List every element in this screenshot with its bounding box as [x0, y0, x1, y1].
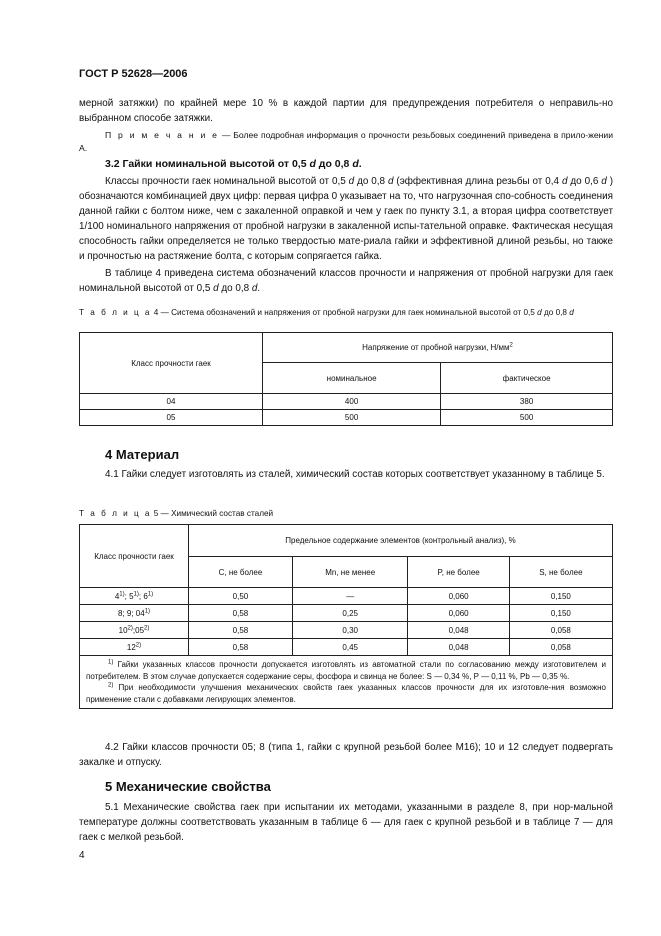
table-5-caption: Т а б л и ц а 5 — Химический состав сталей	[79, 509, 274, 518]
table-row: 8; 9; 04$^{1)}$ 0,58 0,25 0,060 0,150	[80, 605, 613, 622]
paragraph-intro: мерной затяжки) по крайней мере 10 % в каждой партии для предупреждения потребителя о неправиль-но выбранном способе затяжки.	[79, 98, 613, 124]
paragraph-3-2-1: Классы прочности гаек номинальной высотой от 0,5 d до 0,8 d (эффективная длина резьбы от 0,4 d до 0,6 d ) обозначаются комбинацией двух цифр: первая цифра 0 указывает на то, что нагрузочная спо-собность соединения данной гайки с болтом ниже, чем с закаленной оправкой и чем у гаек по пункту 3.1, а вторая цифра соответствует 1/100 номинального напряжения от пробной нагрузки в закаленной испы-тательной оправке. Фактическая несущая способность гайки определяется не только твердостью мате-риала гайки и эффективной длиной резьбы, но также и прочностью на растяжение болта, с которым сопрягается гайка.	[79, 176, 613, 262]
table-5-header-limit: Предельное содержание элементов (контрольный анализ), %	[189, 525, 613, 557]
table-4-header-class: Класс прочности гаек	[80, 333, 263, 394]
table-4-header-actual: фактическое	[441, 363, 613, 394]
note	[79, 129, 613, 155]
footnote-2: $^{2)}$ При необходимости улучшения механических свойств гаек указанных классов прочности для их изготовле-ния возможно применение стали с добавками легирующих элементов.	[86, 682, 606, 704]
table-4-header-stress: Напряжение от пробной нагрузки, $Н/мм^2$	[263, 333, 613, 363]
paragraph-5-1: 5.1 Механические свойства гаек при испытании их методами, указанными в разделе 8, при нор-мальной температуре должны соответствовать указанным в таблице 6 — для гаек с крупной резьбой и в таблице 7 — для гаек с мелкой резьбой.	[79, 802, 613, 843]
table-5-footnotes	[80, 656, 613, 709]
table-5: Класс прочности гаек Предельное содержание элементов (контрольный анализ), % С, не более Mn, не менее P, не более S, не более 4$^{1)}$; 5$^{1)}$; 6$^{1)}$ 0,50 — 0,060 0,150 8; 9; 04$^{1)}$ 0,58 0,25 0,060 0,150 10$^{2)}$;05$^{2)}$ 0,58 0,30 0,048 0,058 12$^{2)}$ 0,58 0,45 0,048 0,058 $^{1)}$ Гайки указанных классов прочности допускается изготовлять из автоматной стали по согласованию между изготовителем и потребителем. В этом случае допускается содержание серы, фосфора и свинца не более: S — 0,34 %, P — 0,11 %, Pb — 0,35 %. $^{2)}$ При необходимости улучшения механических свойств гаек указанных классов прочности для их изготовле-ния возможно применение стали с добавками легирующих элементов.	[79, 524, 613, 709]
footnote-1: $^{1)}$ Гайки указанных классов прочности допускается изготовлять из автоматной стали по согласованию между изготовителем и потребителем. В этом случае допускается содержание серы, фосфора и свинца не более: S — 0,34 %, P — 0,11 %, Pb — 0,35 %.	[86, 659, 606, 681]
paragraph-3-2-2: В таблице 4 приведена система обозначений классов прочности и напряжения от пробной нагрузки для гаек номинальной высотой от 0,5 d до 0,8 d.	[79, 268, 613, 294]
paragraph-4-1: 4.1 Гайки следует изготовлять из сталей, химический состав которых соответствует указанному в таблице 5.	[105, 469, 605, 480]
note-text: — Более подробная информация о прочности резьбовых соединений приведена в прило-жении А.	[79, 130, 613, 153]
note-label: П р и м е ч а н и е	[105, 130, 219, 140]
table-row: 12$^{2)}$ 0,58 0,45 0,048 0,058	[80, 639, 613, 656]
section-4-title: 4 Материал	[105, 447, 180, 462]
page-number: 4	[79, 850, 85, 861]
table-4	[79, 332, 613, 426]
table-row: 05 500 500	[80, 410, 613, 426]
table-5-header-class: Класс прочности гаек	[80, 525, 189, 588]
table-4-caption: Т а б л и ц а 4 — Система обозначений и напряжения от пробной нагрузки для гаек номинальной высотой от 0,5 d до 0,8 d	[79, 308, 574, 317]
table-row: 04 400 380	[80, 394, 613, 410]
table-row: 10$^{2)}$;05$^{2)}$ 0,58 0,30 0,048 0,058	[80, 622, 613, 639]
section-5-title: 5 Механические свойства	[105, 779, 271, 794]
paragraph-4-2: 4.2 Гайки классов прочности 05; 8 (типа 1, гайки с крупной резьбой более М16); 10 и 12 следует подвергать закалке и отпуску.	[79, 742, 613, 768]
section-3-2-title: 3.2 Гайки номинальной высотой от 0,5 d до 0,8 d.	[105, 158, 362, 170]
table-row: 4$^{1)}$; 5$^{1)}$; 6$^{1)}$ 0,50 — 0,060 0,150	[80, 588, 613, 605]
document-header: ГОСТ Р 52628—2006	[79, 68, 188, 80]
table-4-header-nominal: номинальное	[263, 363, 441, 394]
